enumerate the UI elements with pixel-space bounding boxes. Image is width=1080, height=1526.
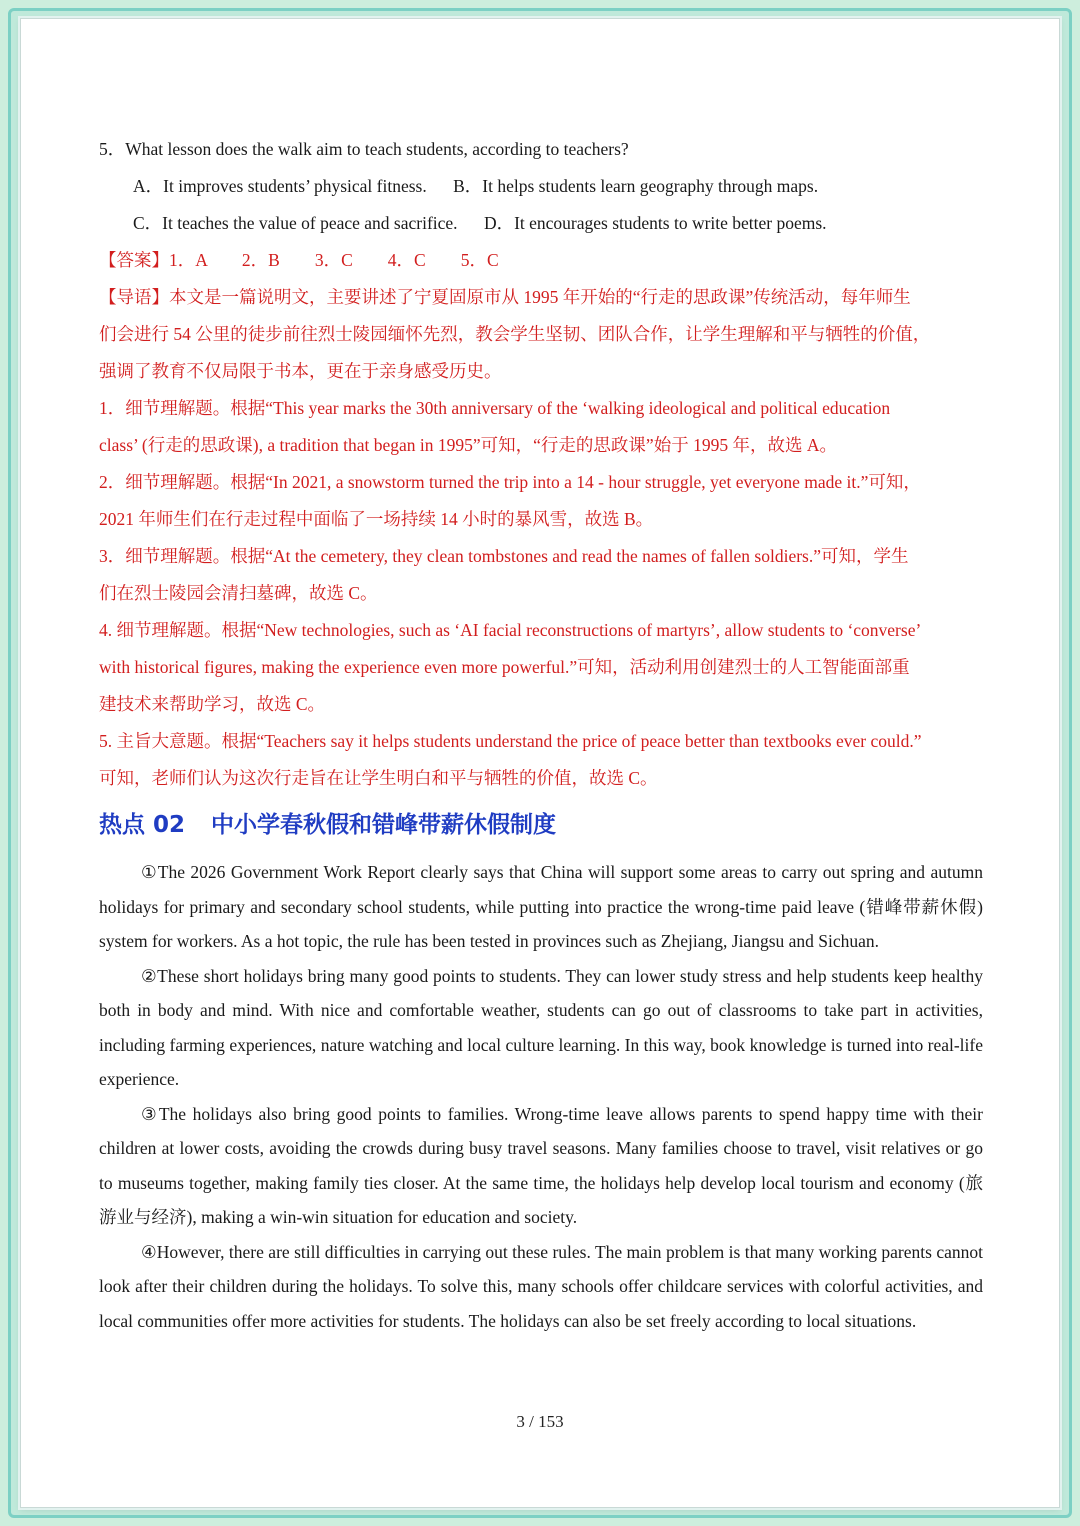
explanation-line: 2021 年师生们在行走过程中面临了一场持续 14 小时的暴风雪，故选 B。 <box>99 509 654 529</box>
explanation-line: with historical figures, making the experience even more powerful.”可知，活动利用创建烈士的人工智能面部重 <box>99 657 910 677</box>
question-5-options-row-2 <box>99 205 983 242</box>
question-5-options-row-1 <box>99 168 983 205</box>
explanation-line: 2．细节理解题。根据“In 2021, a snowstorm turned the trip into a 14 - hour struggle, yet everyone made it.”可知， <box>99 472 921 492</box>
guide-line: 强调了教育不仅局限于书本，更在于亲身感受历史。 <box>99 361 502 381</box>
option-d: D．It encourages students to write better poems. <box>483 213 827 233</box>
question-5-stem: 5．What lesson does the walk aim to teach students, according to teachers? <box>99 139 629 159</box>
guide-line: 【导语】本文是一篇说明文，主要讲述了宁夏固原市从 1995 年开始的“行走的思政课”传统活动，每年师生 <box>99 287 911 307</box>
article-paragraph-1: ①The 2026 Government Work Report clearly says that China will support some areas to carry out spring and autumn holidays for primary and secondary school students, while putting into practice the wrong-time paid leave (错峰带薪休假) system for workers. As a hot topic, the rule has been tested in provinces such as Zhejiang, Jiangsu and Sichuan. <box>99 862 983 951</box>
explanation-line: 建技术来帮助学习，故选 C。 <box>99 694 326 714</box>
explanation-line: class’ (行走的思政课), a tradition that began in 1995”可知，“行走的思政课”始于 1995 年，故选 A。 <box>99 435 837 455</box>
guide-line: 们会进行 54 公里的徒步前往烈士陵园缅怀先烈，教会学生坚韧、团队合作，让学生理解和平与牺牲的价值， <box>99 324 931 344</box>
explanation-line: 3．细节理解题。根据“At the cemetery, they clean tombstones and read the names of fallen soldiers.”可知，学生 <box>99 546 909 566</box>
section-heading <box>99 803 983 847</box>
explanation-line: 可知，老师们认为这次行走旨在让学生明白和平与牺牲的价值，故选 C。 <box>99 768 658 788</box>
option-c: C．It teaches the value of peace and sacrifice. <box>133 213 458 233</box>
article-paragraph-4: ④However, there are still difficulties in carrying out these rules. The main problem is that many working parents cannot look after their children during the holidays. To solve this, many schools offer childcare services with colorful activities, and local communities offer more activities for students. The holidays can also be set freely according to local situations. <box>99 1241 983 1331</box>
document-page <box>20 18 1060 1508</box>
page-content <box>99 131 983 1338</box>
page-number: 3 / 153 <box>516 1412 564 1431</box>
explanation-line: 5. 主旨大意题。根据“Teachers say it helps students understand the price of peace better than textbooks ever could.” <box>99 731 922 751</box>
option-a: A．It improves students’ physical fitness. <box>133 176 427 196</box>
explanation-line: 1．细节理解题。根据“This year marks the 30th anniversary of the ‘walking ideological and political education <box>99 398 891 418</box>
answer-key: 【答案】1．A 2．B 3．C 4．C 5．C <box>99 250 499 270</box>
article-paragraph-3: ③The holidays also bring good points to families. Wrong-time leave allows parents to spend happy time with their children at lower costs, avoiding the crowds during busy travel seasons. Many families choose to travel, visit relatives or go to museums together, making family ties closer. At the same time, the holidays help develop local tourism and economy (旅游业与经济), making a win-win situation for education and society. <box>99 1103 983 1227</box>
section-title: 中小学春秋假和错峰带薪休假制度 <box>211 812 557 838</box>
option-b: B．It helps students learn geography through maps. <box>453 176 819 196</box>
explanation-line: 们在烈士陵园会清扫墓碑，故选 C。 <box>99 583 378 603</box>
section-number: 热点 02 <box>99 812 186 838</box>
explanation-line: 4. 细节理解题。根据“New technologies, such as ‘AI facial reconstructions of martyrs’, allow students to ‘converse’ <box>99 620 922 640</box>
article-paragraph-2: ②These short holidays bring many good points to students. They can lower study stress and help students keep healthy both in body and mind. With nice and comfortable weather, students can go out of classrooms to take part in activities, including farming experiences, nature watching and local culture learning. In this way, book knowledge is turned into real-life experience. <box>99 965 983 1089</box>
